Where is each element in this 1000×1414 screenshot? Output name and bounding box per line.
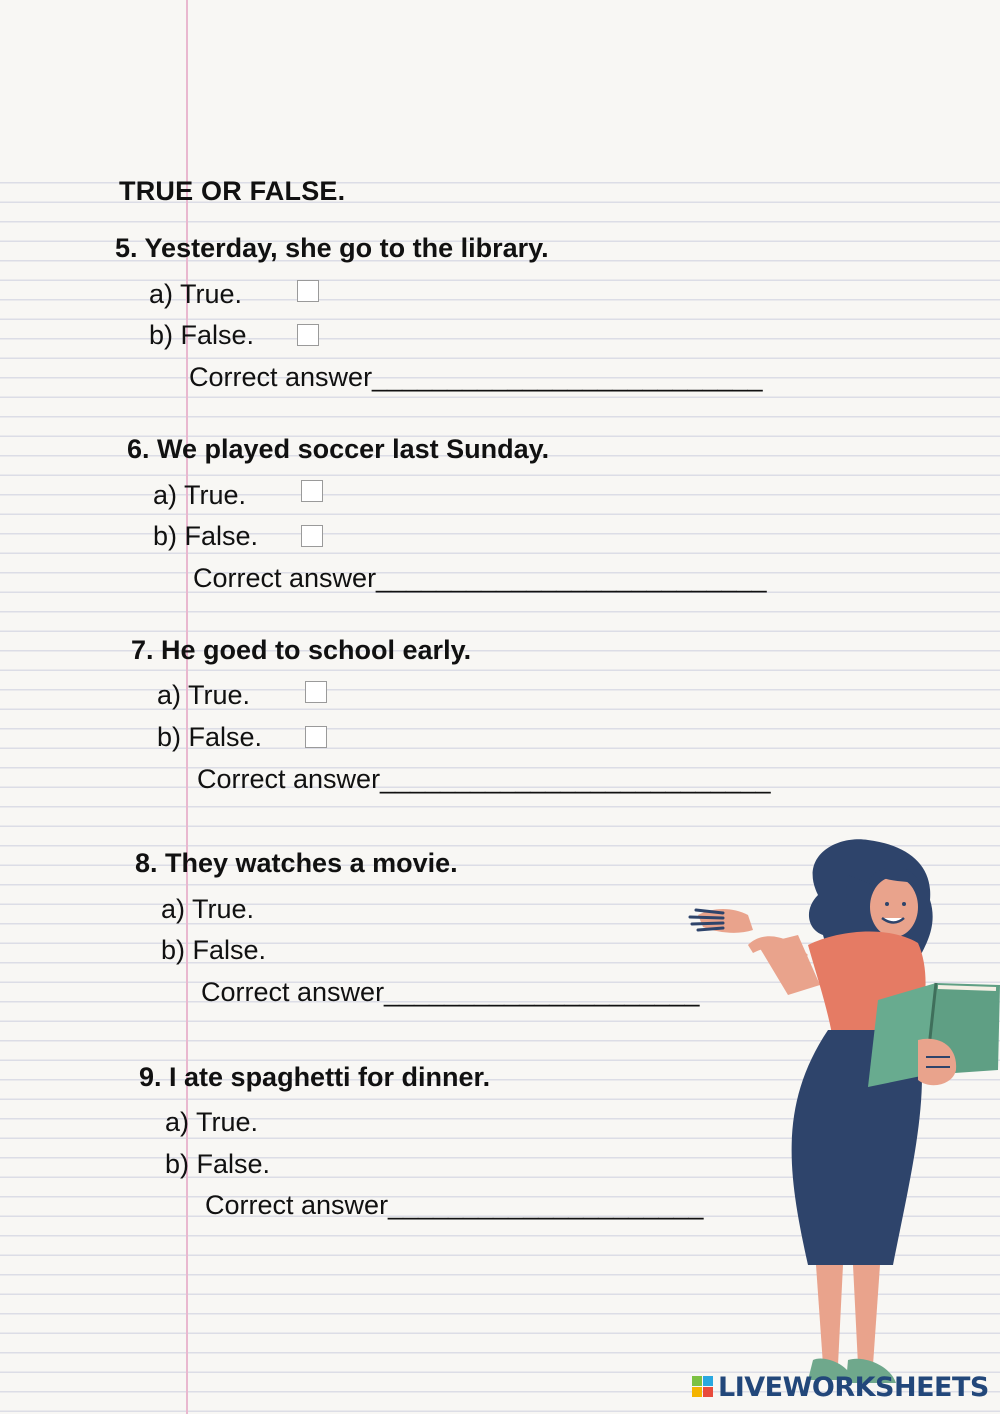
correct-answer-line-q6[interactable]: Correct answer__________________________: [193, 563, 767, 593]
question-9: 9. I ate spaghetti for dinner.: [139, 1062, 491, 1092]
checkbox-true-q7[interactable]: [305, 681, 327, 703]
option-true: a) True.: [149, 279, 243, 309]
correct-answer-line-q8[interactable]: Correct answer_____________________: [201, 977, 700, 1007]
option-true: a) True.: [153, 480, 247, 510]
logo-mark-icon: [692, 1376, 714, 1400]
worksheet-title: TRUE OR FALSE.: [119, 176, 346, 206]
option-false: b) False.: [153, 521, 259, 551]
top-blank-area: [0, 0, 1000, 172]
question-7: 7. He goed to school early.: [131, 635, 472, 665]
correct-answer-line-q7[interactable]: Correct answer__________________________: [197, 764, 771, 794]
option-false: b) False.: [165, 1149, 271, 1179]
option-false: b) False.: [161, 935, 267, 965]
checkbox-false-q6[interactable]: [301, 525, 323, 547]
checkbox-true-q6[interactable]: [301, 480, 323, 502]
correct-answer-line-q5[interactable]: Correct answer__________________________: [189, 362, 763, 392]
logo-text: LIVEWORKSHEETS: [718, 1372, 989, 1403]
checkbox-false-q7[interactable]: [305, 726, 327, 748]
option-false: b) False.: [157, 722, 263, 752]
checkbox-true-q5[interactable]: [297, 280, 319, 302]
checkbox-false-q5[interactable]: [297, 324, 319, 346]
question-6: 6. We played soccer last Sunday.: [127, 434, 550, 464]
teacher-illustration: [668, 835, 1000, 1395]
liveworksheets-logo: [692, 1374, 989, 1401]
option-false: b) False.: [149, 320, 255, 350]
question-5: 5. Yesterday, she go to the library.: [115, 233, 549, 263]
option-true: a) True.: [161, 894, 255, 924]
option-true: a) True.: [165, 1107, 259, 1137]
question-8: 8. They watches a movie.: [135, 848, 458, 878]
option-true: a) True.: [157, 680, 251, 710]
correct-answer-line-q9[interactable]: Correct answer_____________________: [205, 1190, 704, 1220]
